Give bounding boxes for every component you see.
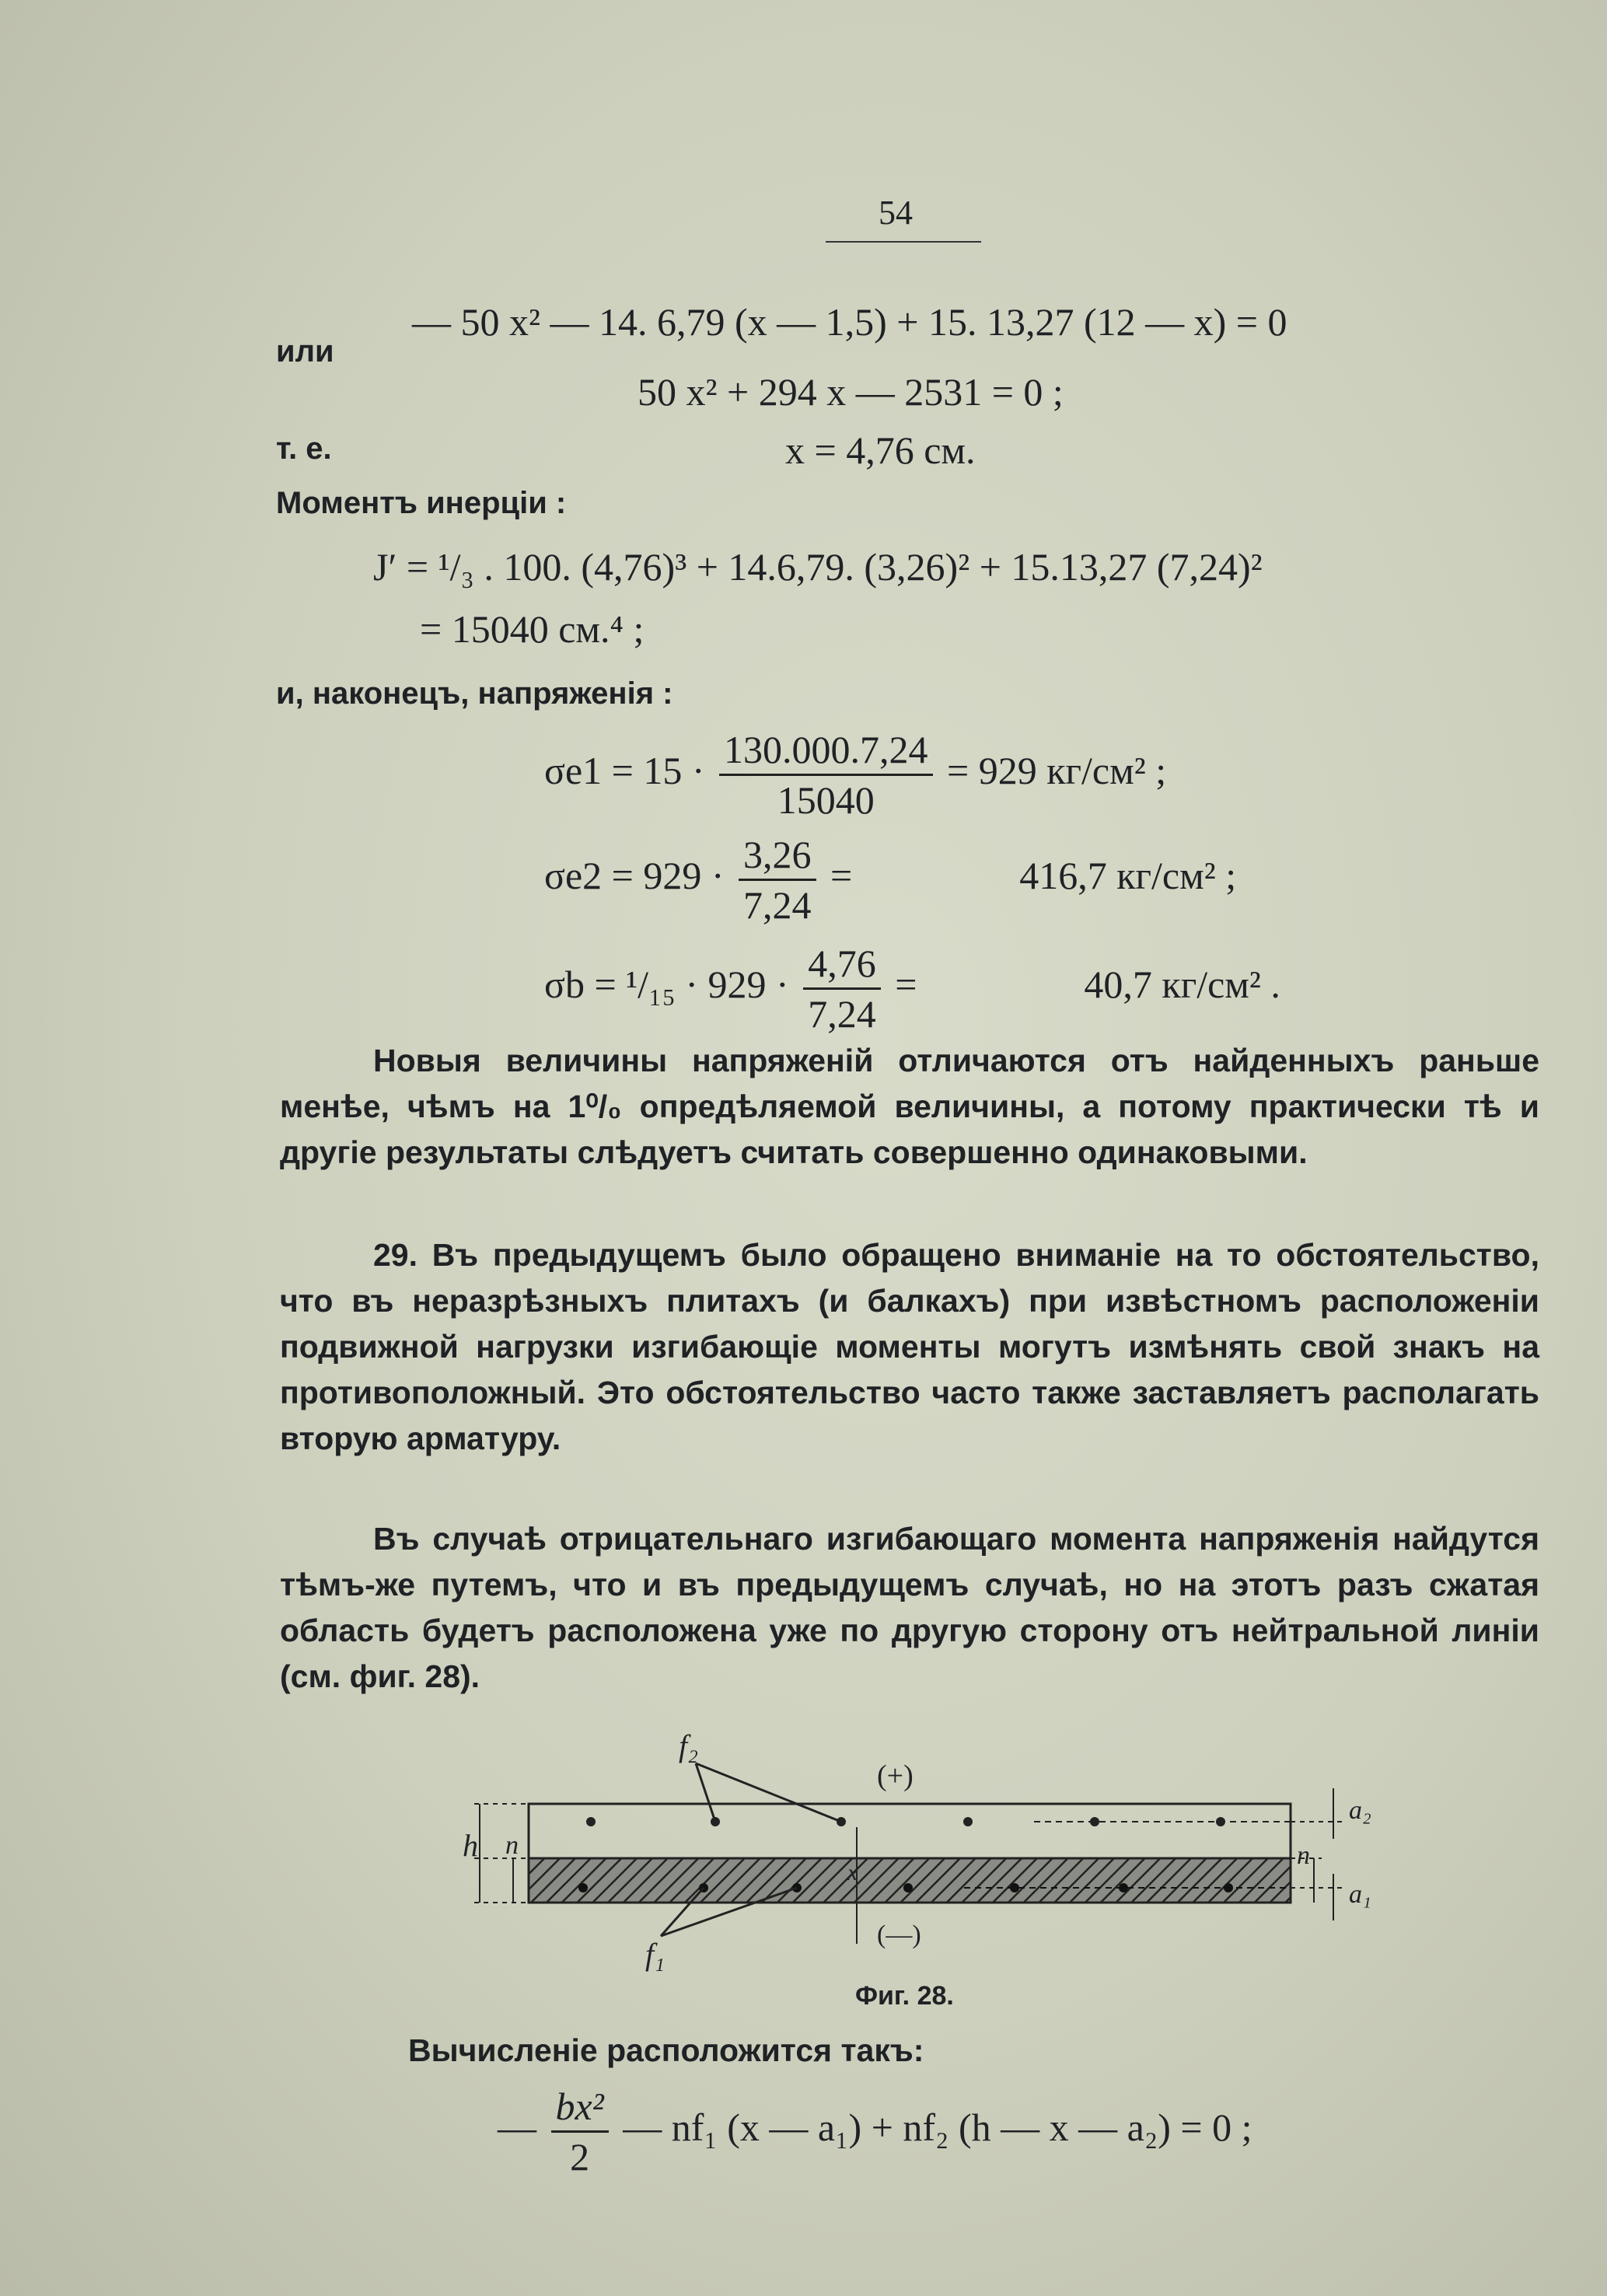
stress-eq-2-denominator: 7,24 bbox=[743, 883, 812, 927]
final-equation-fraction bbox=[551, 2084, 609, 2179]
paragraph-1-text: Новыя величины напряженій отличаются отъ найденныхъ раньше менѣе, чѣмъ на 1⁰/₀ опредѣляемой величины, а потому практически тѣ и другіе результаты слѣдуетъ считать совершенно одинаковыми. bbox=[280, 1043, 1539, 1170]
stress-eq-3-left: σb = ¹/₁₅ · 929 · bbox=[544, 962, 789, 1006]
figure-caption: Фиг. 28. bbox=[855, 1981, 954, 2011]
paragraph-4 bbox=[280, 2028, 1539, 2074]
equation-2: 50 x² + 294 x — 2531 = 0 ; bbox=[638, 370, 1064, 414]
figure-label-a2: a₂ bbox=[1349, 1796, 1371, 1825]
stress-eq-2-left: σe2 = 929 · bbox=[544, 853, 725, 897]
stress-eq-3-numerator: 4,76 bbox=[803, 941, 881, 990]
stress-eq-2-right: 416,7 кг/см² ; bbox=[1019, 853, 1237, 897]
page-number: 54 bbox=[879, 194, 913, 232]
stress-eq-1-left: σe1 = 15 · bbox=[544, 748, 705, 792]
paragraph-2-text: 29. Въ предыдущемъ было обращено вниманіе на то обстоятельство, что въ неразрѣзныхъ плитахъ (и балкахъ) при извѣстномъ расположеніи подвижной нагрузки изгибающіе моменты могутъ измѣнять свой знакъ на противоположный. Это обстоятельство часто также заставляетъ располагать вторую арматуру. bbox=[280, 1237, 1539, 1456]
final-equation-denominator: 2 bbox=[570, 2135, 590, 2179]
figure-label-n-right: n bbox=[1297, 1841, 1310, 1870]
stress-eq-3-equals: = bbox=[895, 962, 917, 1006]
final-equation-rest: — nf₁ (x — a₁) + nf₂ (h — x — a₂) = 0 ; bbox=[623, 2105, 1252, 2149]
figure-label-f2: f₂ bbox=[679, 1728, 699, 1763]
stress-label: и, наконецъ, напряженія : bbox=[276, 676, 673, 711]
final-equation-numerator: bx² bbox=[551, 2084, 609, 2133]
final-equation bbox=[498, 2084, 1252, 2179]
stress-eq-2-numerator: 3,26 bbox=[739, 832, 816, 881]
figure-label-x: x bbox=[847, 1860, 858, 1885]
stress-eq-3-denominator: 7,24 bbox=[808, 992, 876, 1036]
stress-eq-3-right: 40,7 кг/см² . bbox=[1084, 962, 1280, 1006]
top-reinforcement-dots bbox=[586, 1817, 1291, 1826]
figure-label-f1: f₁ bbox=[645, 1937, 666, 1972]
stress-eq-2-equals: = bbox=[830, 853, 853, 897]
compression-zone-hatched bbox=[529, 1858, 1291, 1903]
ie-label: т. е. bbox=[276, 432, 332, 466]
stress-eq-1-right: = 929 кг/см² ; bbox=[947, 748, 1167, 792]
leader-lines bbox=[661, 1763, 841, 1936]
final-equation-minus: — bbox=[498, 2105, 536, 2149]
equation-3: x = 4,76 см. bbox=[785, 428, 976, 472]
equation-1: — 50 x² — 14. 6,79 (x — 1,5) + 15. 13,27 (12 — x) = 0 bbox=[412, 300, 1287, 344]
figure-label-plus: (+) bbox=[877, 1760, 914, 1792]
figure-label-h: h bbox=[463, 1828, 478, 1863]
inertia-result: = 15040 см.⁴ ; bbox=[420, 607, 645, 651]
inertia-equation: J′ = ¹/₃ . 100. (4,76)³ + 14.6,79. (3,26)² + 15.13,27 (7,24)² bbox=[373, 545, 1263, 589]
or-label: или bbox=[276, 334, 334, 369]
paragraph-4-text: Вычисленіе расположится такъ: bbox=[408, 2032, 924, 2068]
paragraph-3-text: Въ случаѣ отрицательнаго изгибающаго момента напряженія найдутся тѣмъ-же путемъ, что и въ предыдущемъ случаѣ, но на этотъ разъ сжатая область будетъ расположена уже по другую сторону отъ нейтральной линіи (см. фиг. 28). bbox=[280, 1521, 1539, 1694]
moment-label: Моментъ инерціи : bbox=[276, 486, 567, 520]
figure-label-n-left: n bbox=[505, 1831, 519, 1860]
figure-label-minus: (—) bbox=[877, 1920, 921, 1949]
stress-eq-1-numerator: 130.000.7,24 bbox=[719, 727, 933, 776]
stress-eq-1-denominator: 15040 bbox=[777, 778, 875, 822]
figure-label-a1: a₁ bbox=[1349, 1880, 1371, 1909]
